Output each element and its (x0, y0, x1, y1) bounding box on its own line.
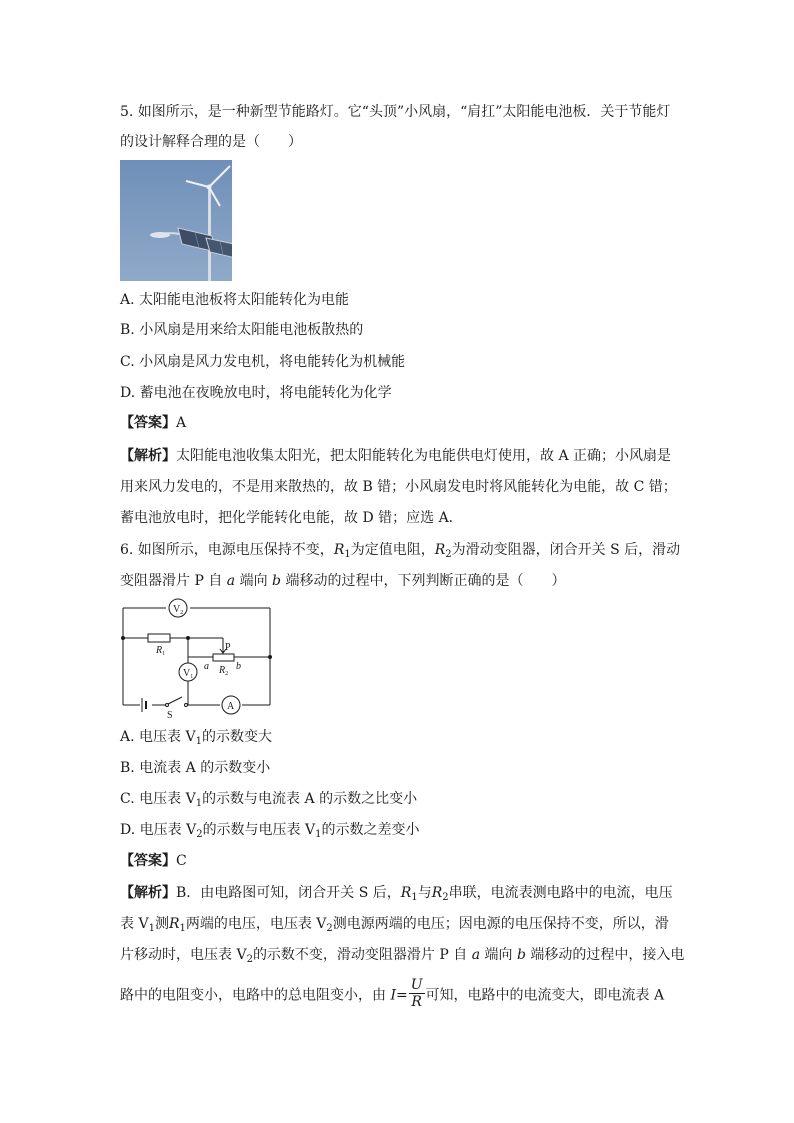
q6-answer (120, 851, 187, 871)
subscript: 2 (445, 549, 452, 560)
q6-analysis-line-3 (120, 945, 684, 965)
symbol-a: a (471, 947, 481, 963)
q5-option-b: B. 小风扇是用来给太阳能电池板散热的 (120, 322, 364, 338)
label-v2: $V_2$ (173, 604, 184, 616)
text-run: 串联，电流表测电路中的电流，电压 (448, 885, 673, 901)
fraction-numerator: U (410, 977, 423, 993)
subscript: 1 (315, 829, 322, 840)
analysis-text: 太阳能电池收集太阳光，把太阳能转化为电能供电灯使用，故 A 正确；小风扇是 (176, 448, 672, 464)
street-lamp-photo (120, 160, 232, 281)
text-run: C. 电压表 V (120, 791, 196, 807)
q5-stem-line-2: 的设计解释合理的是（ ） (120, 134, 302, 150)
circuit-diagram (118, 595, 278, 720)
subscript: 1 (148, 923, 155, 934)
text-run: 的示数之差变小 (321, 822, 420, 838)
symbol-r: R (400, 885, 412, 901)
answer-tag: 【答案】 (120, 415, 176, 431)
symbol-r: R (434, 542, 446, 558)
text-run: B．由电路图可知，闭合开关 S 后， (176, 885, 401, 901)
text-run: 为定值电阻， (350, 542, 435, 558)
label-r1: $R_1$ (156, 645, 166, 657)
label-b-end: b (236, 661, 241, 672)
subscript: 2 (442, 892, 449, 903)
q5-stem-line-1: 5. 如图所示，是一种新型节能路灯。它“头顶”小风扇，“肩扛”太阳能电池板．关于节能灯 (120, 104, 671, 120)
label-r2: $R_2$ (219, 665, 229, 677)
subscript: 1 (179, 923, 186, 934)
q6-stem-line-2 (120, 571, 565, 591)
q5-answer (120, 413, 186, 433)
subscript: 1 (344, 549, 351, 560)
label-a-end: a (204, 661, 209, 672)
symbol-r: R (168, 916, 180, 932)
subscript: 1 (195, 736, 202, 747)
q6-analysis-line-1 (120, 883, 673, 903)
text-run: 表 V (120, 916, 149, 932)
fraction-denominator: R (411, 994, 422, 1010)
text-run: 测电源两端的电压；因电源的电压保持不变，所以，滑 (332, 916, 669, 932)
text-run: 的示数与电流表 A 的示数之比变小 (202, 791, 418, 807)
text-run: 端移动的过程中，下列判断正确的是（ ） (281, 573, 566, 589)
answer-tag: 【答案】 (120, 853, 176, 869)
subscript: 1 (195, 798, 203, 809)
text-run: 端向 (480, 947, 517, 963)
text-run: 端向 (235, 573, 273, 589)
text-run: D. 电压表 V (120, 822, 197, 838)
text-run: 的示数与电压表 V (202, 822, 316, 838)
symbol-r: R (431, 885, 443, 901)
q6-analysis-line-2 (120, 914, 669, 934)
text-run: 与 (417, 885, 432, 901)
subscript: 1 (411, 892, 418, 903)
text-run: 测 (154, 916, 169, 932)
text-run: 路中的电阻变小，电路中的总电阻变小，由 (120, 987, 391, 1004)
text-run: 端移动的过程中，接入电 (525, 947, 685, 963)
text-run: 可知，电路中的电流变大，即电流表 A (425, 987, 665, 1004)
analysis-tag: 【解析】 (120, 448, 176, 464)
symbol-r: R (333, 542, 345, 558)
text-run: 6. 如图所示，电源电压保持不变， (120, 542, 334, 558)
text-run: A. 电压表 V (120, 729, 196, 745)
text-run: 为滑动变阻器，闭合开关 S 后，滑动 (451, 542, 681, 558)
q5-analysis-line-3: 蓄电池放电时，把化学能转化电能，故 D 错；应选 A． (120, 510, 463, 526)
equals-sign: = (395, 987, 408, 1004)
q6-option-a (120, 727, 272, 747)
q6-option-b: B. 电流表 A 的示数变小 (120, 760, 271, 776)
subscript: 2 (326, 923, 333, 934)
subscript: 2 (196, 829, 203, 840)
label-p: P (225, 642, 231, 653)
label-v1: $V_1$ (183, 668, 194, 680)
text-run: 的示数不变，滑动变阻器滑片 P 自 (252, 947, 472, 963)
q5-analysis-line-1 (120, 446, 671, 466)
answer-value: C (176, 853, 187, 869)
text-run: 的示数变大 (201, 729, 272, 745)
q5-analysis-line-2: 用来风力发电的，不是用来散热的，故 B 错；小风扇发电时将风能转化为电能，故 C 错； (120, 479, 677, 495)
q6-option-c (120, 789, 417, 809)
q6-stem-line-1 (120, 540, 680, 560)
q6-analysis-line-4 (120, 979, 664, 1012)
analysis-tag: 【解析】 (120, 885, 176, 901)
text-run: 变阻器滑片 P 自 (120, 573, 227, 589)
symbol-b: b (516, 947, 526, 963)
text-run: 片移动时，电压表 V (120, 947, 247, 963)
label-a: A (227, 701, 235, 712)
symbol-a: a (226, 573, 236, 589)
symbol-b: b (272, 573, 282, 589)
text-run: 两端的电压，电压表 V (185, 916, 327, 932)
fraction-u-over-r (409, 977, 425, 1010)
answer-value: A (176, 415, 187, 431)
symbol-i: I (390, 987, 396, 1004)
q5-option-c: C. 小风扇是风力发电机，将电能转化为机械能 (120, 354, 406, 370)
q5-option-a: A. 太阳能电池板将太阳能转化为电能 (120, 292, 350, 308)
subscript: 2 (246, 954, 253, 965)
q5-option-d: D. 蓄电池在夜晚放电时，将电能转化为化学 (120, 385, 392, 401)
label-s: S (167, 710, 173, 720)
q6-option-d (120, 820, 420, 840)
